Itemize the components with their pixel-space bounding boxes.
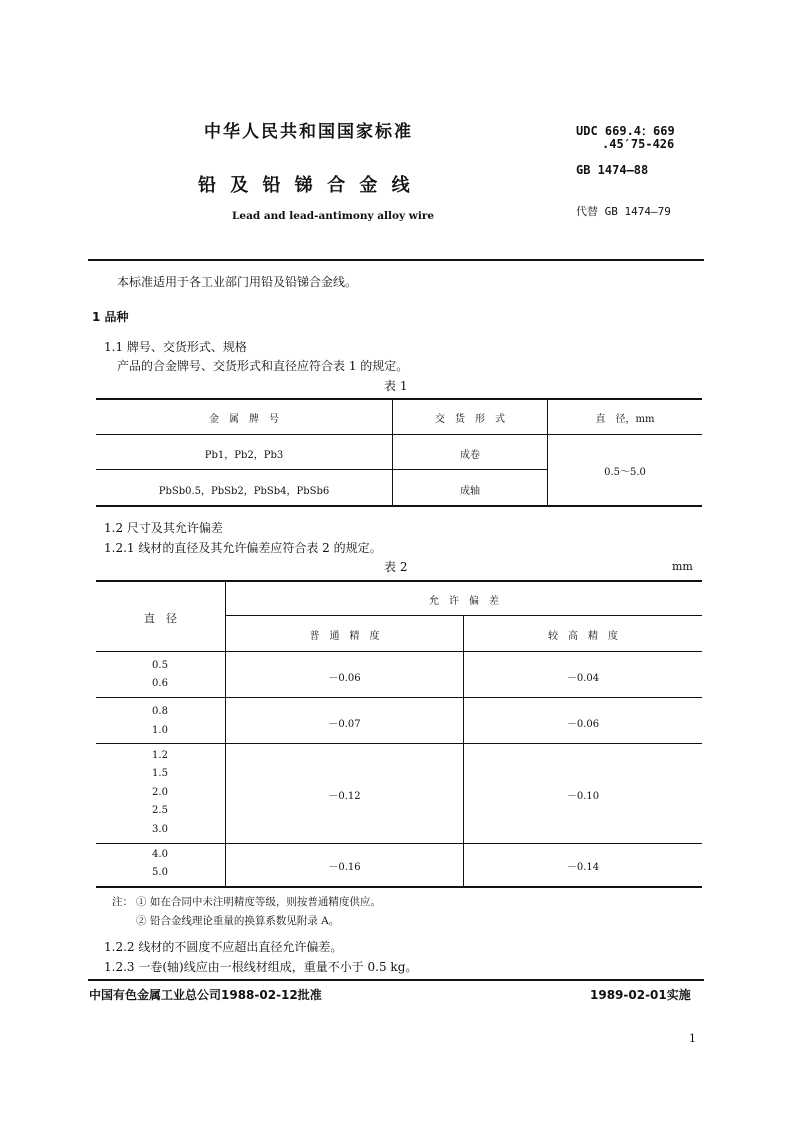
table-2-diameter: 1.0 [152, 725, 168, 736]
table-2-high-tolerance: －0.04 [566, 673, 600, 684]
udc-code-line2: .45′75-426 [602, 137, 675, 151]
section-1-1-heading: 1.1 牌号、交货形式、规格 [104, 340, 247, 354]
table-2-diameter: 5.0 [152, 867, 168, 878]
table-1-row-1-grade: Pb1，Pb2，Pb3 [204, 450, 284, 461]
table-1-header-form: 交 货 形 式 [435, 414, 505, 425]
header-divider [88, 259, 704, 261]
section-1-1-text: 产品的合金牌号、交货形式和直径应符合表 1 的规定。 [117, 359, 409, 373]
section-1-heading: 1 品种 [92, 310, 129, 324]
table-2-diameter: 4.0 [152, 849, 168, 860]
effective-date: 1989-02-01实施 [590, 988, 691, 1002]
table-2-header-normal: 普 通 精 度 [309, 631, 380, 642]
footer-divider [88, 979, 704, 981]
table-2-note-label: 注： [112, 896, 133, 908]
table-2-diameter: 2.5 [152, 805, 168, 816]
document-title-en: Lead and lead-antimony alloy wire [232, 210, 435, 222]
table-2-high-tolerance: －0.10 [566, 791, 600, 802]
section-1-2-3-text: 1.2.3 一卷(轴)线应由一根线材组成，重量不小于 0.5 kg。 [104, 960, 418, 974]
table-2-high-tolerance: －0.14 [566, 862, 600, 873]
table-2-header-high: 较 高 精 度 [548, 631, 618, 642]
table-2-normal-tolerance: －0.07 [328, 719, 361, 730]
table-2-header-tolerance: 允 许 偏 差 [429, 596, 499, 607]
table-1-diameter-range: 0.5～5.0 [604, 467, 646, 478]
table-2-note-1: ① 如在合同中未注明精度等级，则按普通精度供应。 [136, 896, 381, 908]
table-2-normal-tolerance: －0.06 [328, 673, 361, 684]
table-2-diameter: 0.6 [152, 678, 168, 689]
table-2-unit: mm [672, 560, 693, 573]
table-2-diameter: 0.8 [152, 706, 168, 717]
replaces-standard: 代替 GB 1474—79 [576, 205, 671, 218]
table-2-header-diameter: 直 径 [144, 612, 177, 625]
table-2-diameter: 1.2 [152, 750, 168, 761]
table-1-row-2-grade: PbSb0.5，PbSb2，PbSb4，PbSb6 [158, 486, 330, 497]
page-number: 1 [689, 1032, 696, 1045]
section-1-2-2-text: 1.2.2 线材的不圆度不应超出直径允许偏差。 [104, 940, 343, 954]
table-2-normal-tolerance: －0.16 [328, 862, 361, 873]
table-1-header-diameter: 直 径，mm [595, 414, 655, 425]
udc-code-line1: UDC 669.4：669 [576, 124, 675, 138]
national-standard-heading: 中华人民共和国国家标准 [204, 122, 413, 142]
document-title-cn: 铅 及 铅 锑 合 金 线 [198, 175, 414, 196]
section-1-2-1-text: 1.2.1 线材的直径及其允许偏差应符合表 2 的规定。 [104, 541, 382, 555]
gb-number: GB 1474—88 [576, 163, 649, 177]
table-2-high-tolerance: －0.06 [566, 719, 600, 730]
table-1-header-grade: 金 属 牌 号 [209, 414, 279, 425]
table-2-caption: 表 2 [384, 560, 408, 574]
table-1-caption: 表 1 [384, 379, 408, 393]
table-2-diameter: 1.5 [152, 768, 168, 779]
scope-paragraph: 本标准适用于各工业部门用铅及铅锑合金线。 [117, 275, 358, 289]
table-2-normal-tolerance: －0.12 [328, 791, 361, 802]
table-2-diameter: 0.5 [152, 660, 168, 671]
table-2-note-2: ② 铅合金线理论重量的换算系数见附录 A。 [136, 915, 340, 927]
table-2-diameter: 2.0 [152, 787, 168, 798]
table-1-row-1-form: 成卷 [460, 450, 480, 461]
section-1-2-heading: 1.2 尺寸及其允许偏差 [104, 521, 223, 535]
table-1-row-2-form: 成轴 [460, 486, 480, 497]
approval-line: 中国有色金属工业总公司1988-02-12批准 [89, 988, 322, 1002]
table-2-diameter: 3.0 [152, 824, 168, 835]
